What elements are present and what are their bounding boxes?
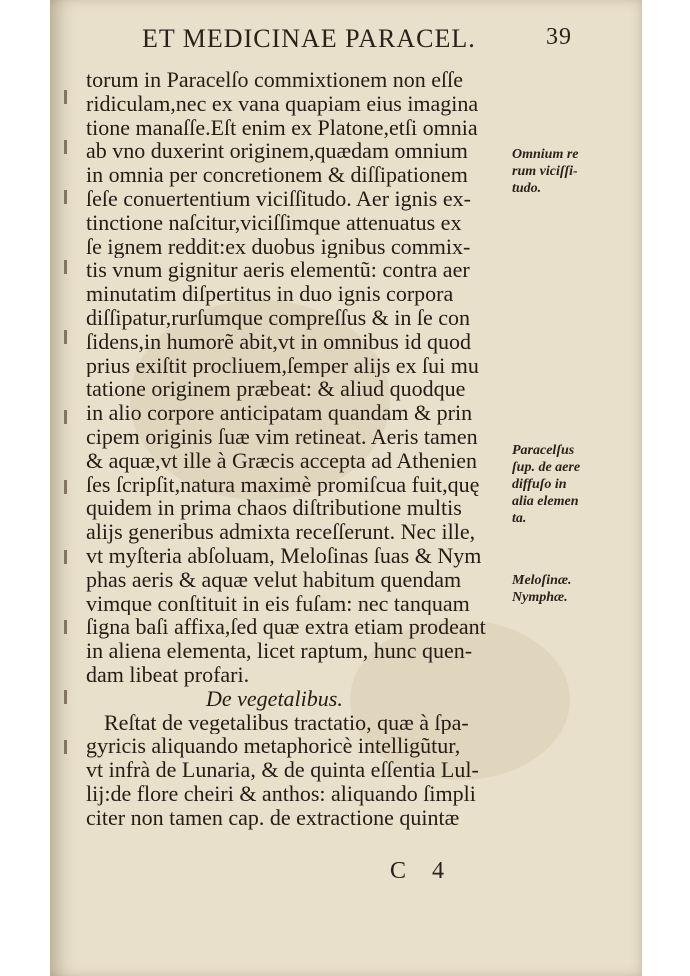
margin-note-line: ta. bbox=[512, 511, 527, 526]
margin-note-line: Omnium re bbox=[512, 147, 579, 162]
book-page bbox=[50, 0, 642, 976]
text-line: minutatim diſpertitus in duo ignis corpora bbox=[86, 282, 454, 306]
text-line: ridiculam,nec ex vana quapiam eius imagina bbox=[86, 91, 479, 116]
main-text-block bbox=[86, 68, 538, 830]
text-line: vt myſteria abſoluam, Meloſinas ſuas & Nym bbox=[86, 543, 482, 568]
running-header bbox=[142, 24, 572, 60]
text-line: diſſipatur,rurſumque compreſſus & in ſe con bbox=[86, 305, 471, 330]
margin-note-paracelsus bbox=[512, 442, 622, 527]
gutter-marks bbox=[50, 80, 86, 760]
margin-note-line: tudo. bbox=[512, 181, 542, 196]
text-line: citer non tamen cap. de extractione quintæ bbox=[86, 805, 460, 830]
text-line: dam libeat profari. bbox=[86, 662, 250, 687]
text-line: ſigna baſi affixa,ſed quæ extra etiam prodeant bbox=[86, 615, 486, 640]
text-line: alijs generibus admixta receſſerunt. Nec ille, bbox=[86, 520, 476, 544]
margin-note-vicissitudo bbox=[512, 146, 622, 197]
text-line: ſes ſcripſit,natura maximè promiſcua fuit,quę bbox=[86, 472, 480, 497]
text-line: ſe ignem reddit:ex duobus ignibus commix- bbox=[86, 234, 471, 259]
section-heading: De vegetalibus. bbox=[206, 686, 343, 711]
signature-mark: C 4 bbox=[390, 858, 455, 884]
margin-note-melosinae bbox=[512, 572, 622, 606]
text-line: tatione originem præbeat: & aliud quodque bbox=[86, 377, 466, 402]
text-line: & aquæ,vt ille à Græcis accepta ad Athenien bbox=[86, 448, 477, 473]
running-title: ET MEDICINAE PARACEL. bbox=[142, 24, 476, 53]
margin-note-line: Paracelſus bbox=[512, 443, 575, 458]
text-line: ſidens,in humorẽ abit,vt in omnibus id quod bbox=[86, 329, 471, 354]
margin-note-line: alia elemen bbox=[512, 494, 579, 509]
text-line: in omnia per concretionem & diſſipationem bbox=[86, 163, 468, 187]
text-line: quidem in prima chaos diſtributione multis bbox=[86, 496, 462, 521]
text-line: tione manaſſe.Eſt enim ex Platone,etſi omnia bbox=[86, 115, 478, 140]
text-line: lij:de flore cheiri & anthos: aliquando ſimpli bbox=[86, 781, 476, 806]
margin-note-line: ſup. de aere bbox=[512, 460, 581, 475]
text-line: cipem originis ſuæ vim retineat. Aeris tamen bbox=[86, 424, 478, 449]
text-line: vt infrà de Lunaria, & de quinta eſſentia Lul- bbox=[86, 758, 479, 782]
text-line: vimque conſtituit in eis fuſam: nec tanquam bbox=[86, 591, 470, 616]
text-line: gyricis aliquando metaphoricè intelligũtur, bbox=[86, 734, 461, 759]
margin-note-line: rum viciſſi- bbox=[512, 164, 578, 179]
margin-note-line: Meloſinæ. bbox=[512, 573, 572, 588]
text-line: ſeſe conuertentium viciſſitudo. Aer ignis ex- bbox=[86, 186, 471, 211]
text-line: ab vno duxerint originem,quædam omnium bbox=[86, 139, 468, 164]
text-line: phas aeris & aquæ velut habitum quendam bbox=[86, 567, 462, 592]
text-line: in aliena elementa, licet raptum, hunc quen- bbox=[86, 639, 473, 663]
text-line: in alio corpore anticipatam quandam & prin bbox=[86, 401, 473, 425]
text-line: prius exiſtit procliuem,ſemper alijs ex ſui mu bbox=[86, 353, 479, 378]
margin-note-line: Nymphæ. bbox=[512, 590, 568, 605]
text-line: torum in Paracelſo commixtionem non eſſe bbox=[86, 68, 463, 92]
text-line: tis vnum gignitur aeris elementũ: contra aer bbox=[86, 258, 470, 283]
margin-note-line: diffuſo in bbox=[512, 477, 567, 492]
text-line: tinctione naſcitur,viciſſimque attenuatus ex bbox=[86, 210, 462, 235]
text-line: Reſtat de vegetalibus tractatio, quæ à ſpa- bbox=[104, 710, 469, 735]
folio-number: 39 bbox=[546, 24, 572, 50]
